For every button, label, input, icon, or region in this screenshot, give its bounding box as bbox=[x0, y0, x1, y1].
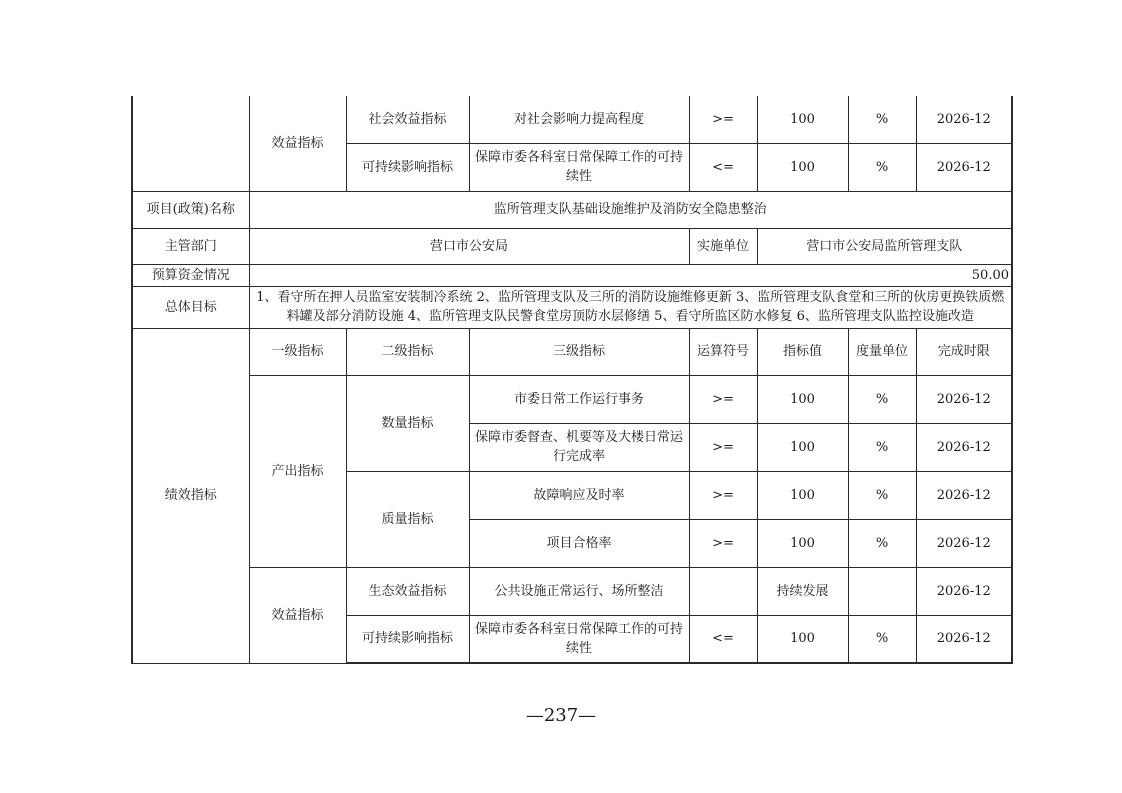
page-number: —237— bbox=[525, 705, 597, 726]
section-a-op: >= bbox=[689, 96, 757, 143]
header-value: 指标值 bbox=[757, 328, 848, 375]
section-a-value: 100 bbox=[757, 96, 848, 143]
project-name-label: 项目(政策)名称 bbox=[132, 191, 249, 228]
section-a-row-1 bbox=[132, 96, 1012, 143]
unit-cell: % bbox=[848, 375, 916, 423]
level3-cell: 故障响应及时率 bbox=[469, 471, 689, 519]
budget-row bbox=[132, 264, 1012, 286]
quality-indicator-label: 质量指标 bbox=[346, 471, 469, 567]
op-cell: >= bbox=[689, 519, 757, 567]
section-a-value: 100 bbox=[757, 143, 848, 191]
department-label: 主管部门 bbox=[132, 228, 249, 264]
op-cell bbox=[689, 567, 757, 615]
performance-label: 绩效指标 bbox=[132, 328, 249, 663]
level2-cell: 生态效益指标 bbox=[346, 567, 469, 615]
section-a-deadline: 2026-12 bbox=[916, 143, 1012, 191]
deadline-cell: 2026-12 bbox=[916, 519, 1012, 567]
overall-goal-label: 总体目标 bbox=[132, 286, 249, 328]
performance-table-sheet bbox=[131, 96, 1011, 664]
header-deadline: 完成时限 bbox=[916, 328, 1012, 375]
unit-cell: % bbox=[848, 615, 916, 663]
deadline-cell: 2026-12 bbox=[916, 375, 1012, 423]
value-cell: 100 bbox=[757, 519, 848, 567]
unit-cell: % bbox=[848, 471, 916, 519]
value-cell: 100 bbox=[757, 423, 848, 471]
table-row bbox=[132, 375, 1012, 423]
value-cell: 持续发展 bbox=[757, 567, 848, 615]
table-row bbox=[132, 567, 1012, 615]
budget-value: 50.00 bbox=[249, 264, 1012, 286]
section-a-level3: 保障市委各科室日常保障工作的可持续性 bbox=[469, 143, 689, 191]
output-indicator-label: 产出指标 bbox=[249, 375, 346, 567]
level3-cell: 保障市委各科室日常保障工作的可持续性 bbox=[469, 615, 689, 663]
project-name-row bbox=[132, 191, 1012, 228]
section-a-unit: % bbox=[848, 96, 916, 143]
level3-cell: 项目合格率 bbox=[469, 519, 689, 567]
implementing-unit-label: 实施单位 bbox=[689, 228, 757, 264]
op-cell: >= bbox=[689, 471, 757, 519]
op-cell: <= bbox=[689, 615, 757, 663]
level3-cell: 公共设施正常运行、场所整洁 bbox=[469, 567, 689, 615]
performance-table bbox=[131, 96, 1013, 664]
value-cell: 100 bbox=[757, 375, 848, 423]
level3-cell: 市委日常工作运行事务 bbox=[469, 375, 689, 423]
section-a-level3: 对社会影响力提高程度 bbox=[469, 96, 689, 143]
overall-goal-row bbox=[132, 286, 1012, 328]
unit-cell bbox=[848, 567, 916, 615]
header-level3: 三级指标 bbox=[469, 328, 689, 375]
deadline-cell: 2026-12 bbox=[916, 615, 1012, 663]
section-a-deadline: 2026-12 bbox=[916, 96, 1012, 143]
deadline-cell: 2026-12 bbox=[916, 423, 1012, 471]
section-a-level1: 效益指标 bbox=[249, 96, 346, 191]
department-value: 营口市公安局 bbox=[249, 228, 689, 264]
level2-cell: 可持续影响指标 bbox=[346, 615, 469, 663]
budget-label: 预算资金情况 bbox=[132, 264, 249, 286]
implementing-unit-value: 营口市公安局监所管理支队 bbox=[757, 228, 1012, 264]
header-unit: 度量单位 bbox=[848, 328, 916, 375]
value-cell: 100 bbox=[757, 471, 848, 519]
header-level2: 二级指标 bbox=[346, 328, 469, 375]
quantity-indicator-label: 数量指标 bbox=[346, 375, 469, 471]
section-a-empty-cell bbox=[132, 96, 249, 191]
department-row bbox=[132, 228, 1012, 264]
performance-header-row bbox=[132, 328, 1012, 375]
deadline-cell: 2026-12 bbox=[916, 567, 1012, 615]
op-cell: >= bbox=[689, 375, 757, 423]
header-level1: 一级指标 bbox=[249, 328, 346, 375]
level3-cell: 保障市委督查、机要等及大楼日常运行完成率 bbox=[469, 423, 689, 471]
deadline-cell: 2026-12 bbox=[916, 471, 1012, 519]
value-cell: 100 bbox=[757, 615, 848, 663]
benefit-indicator-label: 效益指标 bbox=[249, 567, 346, 663]
header-op: 运算符号 bbox=[689, 328, 757, 375]
unit-cell: % bbox=[848, 423, 916, 471]
unit-cell: % bbox=[848, 519, 916, 567]
section-a-unit: % bbox=[848, 143, 916, 191]
project-name-value: 监所管理支队基础设施维护及消防安全隐患整治 bbox=[249, 191, 1012, 228]
section-a-level2: 可持续影响指标 bbox=[346, 143, 469, 191]
overall-goal-value: 1、看守所在押人员监室安装制冷系统 2、监所管理支队及三所的消防设施维修更新 3、监所管理支队食堂和三所的伙房更换铁质燃料罐及部分消防设施 4、监所管理支队民警食堂房顶防水层修缮 5、看守所监区防水修复 6、监所管理支队监控设施改造 bbox=[249, 286, 1012, 328]
section-a-op: <= bbox=[689, 143, 757, 191]
op-cell: >= bbox=[689, 423, 757, 471]
section-a-level2: 社会效益指标 bbox=[346, 96, 469, 143]
